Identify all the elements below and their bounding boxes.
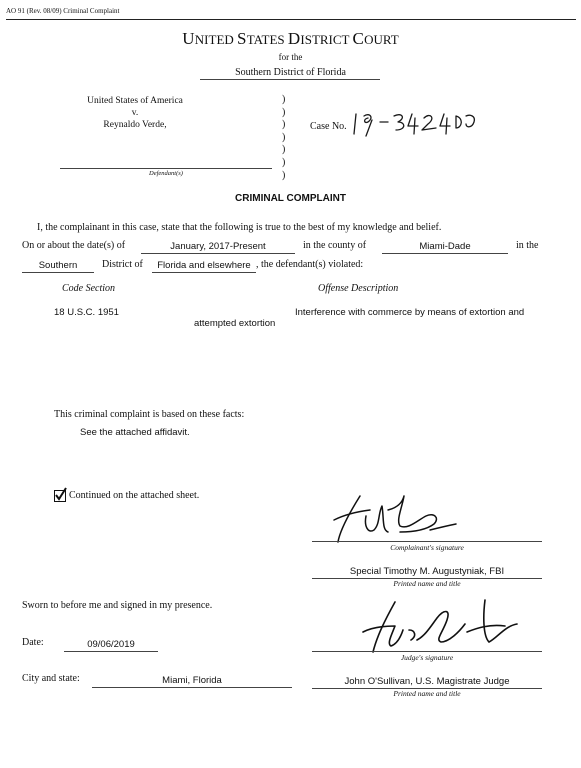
district-of-text: District of [102,259,143,270]
date-label: Date: [22,637,44,648]
complaint-intro: I, the complainant in this case, state that the following is true to the best of my knowledge and belief. [37,222,442,233]
plaintiff-name: United States of America [87,96,183,106]
district-field-rule [22,272,94,273]
city-state-label: City and state: [22,673,80,684]
date-field-rule [141,253,295,254]
checkmark-icon [54,487,68,501]
county-prefix: in the county of [303,240,367,251]
date-field-value: January, 2017-Present [170,241,266,252]
complainant-name-title: Special Timothy M. Augustyniak, FBI [349,566,505,577]
facts-value: See the attached affidavit. [80,427,190,438]
district-name: Southern District of Florida [235,67,346,78]
county-field-rule [382,253,508,254]
complaint-title: CRIMINAL COMPLAINT [235,193,346,204]
code-section-header: Code Section [62,283,116,294]
state-field-value: Florida and elsewhere [157,260,251,271]
offense-line-2: attempted extortion [194,318,276,329]
defendants-label: Defendant(s) [149,170,183,177]
date-prefix: On or about the date(s) of [22,240,126,251]
header-rule [6,19,576,20]
city-state-value: Miami, Florida [162,675,222,686]
facts-label: This criminal complaint is based on these facts: [54,409,245,420]
date-value-rule [64,651,158,652]
district-field-value: Southern [38,260,78,271]
violated-text: , the defendant(s) violated: [256,259,364,270]
caption-parens: ) ) ) ) ) ) ) [282,94,286,181]
complainant-signature-label: Complainant's signature [390,543,464,552]
sworn-statement: Sworn to before me and signed in my presence. [22,600,213,611]
defendant-rule [60,168,272,169]
district-rule [200,79,380,80]
offense-line-1: Interference with commerce by means of extortion and [295,307,525,318]
printed-name-label-2: Printed name and title [393,689,461,698]
printed-name-label-1: Printed name and title [393,579,461,588]
defendant-name: Reynaldo Verde, [103,120,167,130]
court-title: UNITED STATES DISTRICT COURT [182,29,399,48]
continued-checkbox[interactable] [54,490,66,502]
case-number-handwriting [352,108,482,138]
in-the-text: in the [516,240,539,251]
city-state-rule [92,687,292,688]
continued-label: Continued on the attached sheet. [69,490,200,501]
judge-signature-rule [312,651,542,652]
judge-name-title: John O'Sullivan, U.S. Magistrate Judge [344,676,510,687]
versus-text: v. [131,108,139,118]
judge-signature-label: Judge's signature [400,653,454,662]
complainant-signature-rule [312,541,542,542]
code-section-value: 18 U.S.C. 1951 [54,307,119,318]
county-field-value: Miami-Dade [419,241,471,252]
date-value: 09/06/2019 [87,639,135,650]
form-number-header: AO 91 (Rev. 08/09) Criminal Complaint [6,7,120,15]
offense-description-header: Offense Description [318,283,399,294]
state-field-rule [152,272,256,273]
for-the-text: for the [278,52,303,62]
case-no-label: Case No. [310,121,347,132]
